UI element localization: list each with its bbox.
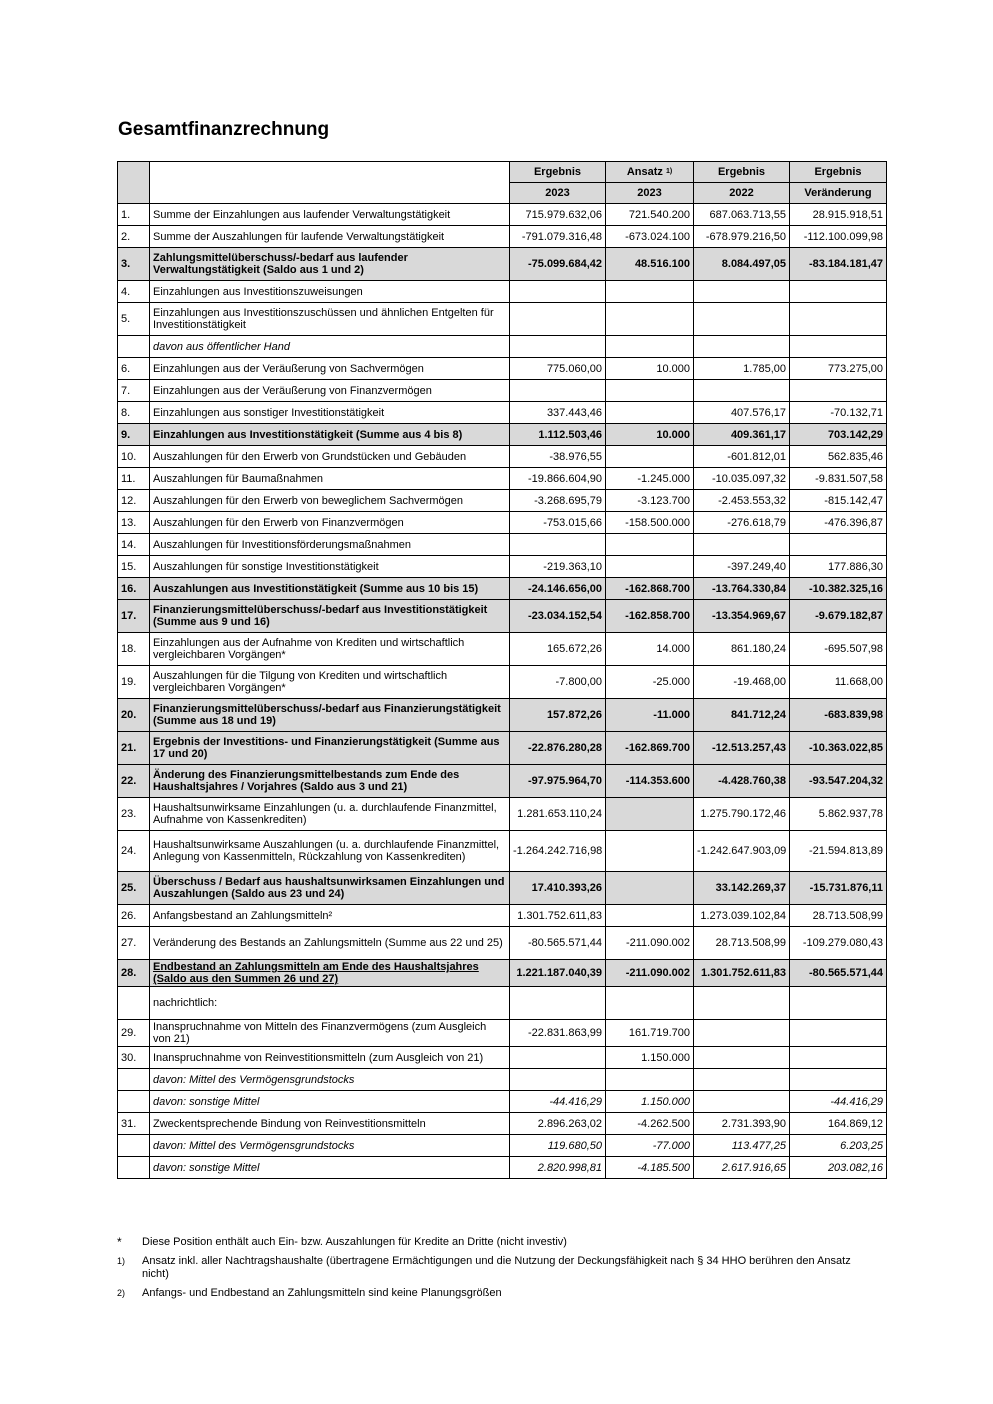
value-cell-col2 — [606, 402, 694, 424]
table-row — [118, 666, 887, 699]
header-row-1 — [118, 162, 887, 183]
row-number: 12. — [118, 490, 150, 512]
value-cell-col2: -114.353.600 — [606, 765, 694, 798]
header-blank-nr — [118, 162, 150, 204]
table-row — [118, 336, 887, 358]
row-number: 16. — [118, 578, 150, 600]
table-row — [118, 600, 887, 633]
row-label: Auszahlungen für die Tilgung von Krediten und wirtschaftlich vergleichbaren Vorgängen* — [150, 666, 510, 699]
value-cell-col2: -1.245.000 — [606, 468, 694, 490]
table-row — [118, 281, 887, 303]
value-cell-col2: -211.090.002 — [606, 927, 694, 960]
row-number — [118, 987, 150, 1020]
value-cell-col4: -21.594.813,89 — [790, 831, 887, 872]
value-cell-col3: 113.477,25 — [694, 1135, 790, 1157]
value-cell-col3: 33.142.269,37 — [694, 872, 790, 905]
value-cell-col3: -276.618,79 — [694, 512, 790, 534]
value-cell-col3 — [694, 281, 790, 303]
row-label: Auszahlungen für sonstige Investitionstätigkeit — [150, 556, 510, 578]
value-cell-col1: 2.896.263,02 — [510, 1113, 606, 1135]
value-cell-col4: -476.396,87 — [790, 512, 887, 534]
value-cell-col4 — [790, 1069, 887, 1091]
table-row — [118, 303, 887, 336]
table-row — [118, 960, 887, 987]
row-label: Einzahlungen aus sonstiger Investitionstätigkeit — [150, 402, 510, 424]
footnote — [117, 1287, 877, 1300]
value-cell-col3: 409.361,17 — [694, 424, 790, 446]
value-cell-col1: 1.112.503,46 — [510, 424, 606, 446]
value-cell-col3: 2.617.916,65 — [694, 1157, 790, 1179]
table-row — [118, 578, 887, 600]
row-label-text: Endbestand an Zahlungsmitteln am Ende des Haushaltsjahres (Saldo aus den Summen 26 und 27) — [153, 961, 479, 985]
value-cell-col1 — [510, 1047, 606, 1069]
value-cell-col2: 48.516.100 — [606, 248, 694, 281]
header-col2-year: 2023 — [606, 183, 694, 204]
value-cell-col3: 861.180,24 — [694, 633, 790, 666]
value-cell-col4: -10.363.022,85 — [790, 732, 887, 765]
value-cell-col4: 28.713.508,99 — [790, 905, 887, 927]
value-cell-col4: 28.915.918,51 — [790, 204, 887, 226]
table-row — [118, 226, 887, 248]
row-label: Anfangsbestand an Zahlungsmitteln² — [150, 905, 510, 927]
row-number: 14. — [118, 534, 150, 556]
row-label: Finanzierungsmittelüberschuss/-bedarf aus Finanzierungstätigkeit (Summe aus 18 und 19) — [150, 699, 510, 732]
value-cell-col4: -9.831.507,58 — [790, 468, 887, 490]
value-cell-col4: -695.507,98 — [790, 633, 887, 666]
value-cell-col4 — [790, 380, 887, 402]
value-cell-col2 — [606, 303, 694, 336]
row-number: 22. — [118, 765, 150, 798]
table-row — [118, 468, 887, 490]
value-cell-col2 — [606, 872, 694, 905]
value-cell-col4: -815.142,47 — [790, 490, 887, 512]
row-number: 17. — [118, 600, 150, 633]
value-cell-col2: 10.000 — [606, 424, 694, 446]
header-col3-title: Ergebnis — [694, 162, 790, 183]
value-cell-col4: -70.132,71 — [790, 402, 887, 424]
header-col1-year: 2023 — [510, 183, 606, 204]
row-number: 1. — [118, 204, 150, 226]
value-cell-col3 — [694, 534, 790, 556]
value-cell-col1 — [510, 380, 606, 402]
table-row — [118, 402, 887, 424]
value-cell-col1: 2.820.998,81 — [510, 1157, 606, 1179]
value-cell-col3: -12.513.257,43 — [694, 732, 790, 765]
table-row — [118, 633, 887, 666]
row-label — [150, 960, 510, 987]
row-number: 15. — [118, 556, 150, 578]
value-cell-col1: -23.034.152,54 — [510, 600, 606, 633]
header-col4-title: Ergebnis — [790, 162, 887, 183]
value-cell-col4 — [790, 534, 887, 556]
value-cell-col4: -83.184.181,47 — [790, 248, 887, 281]
row-number: 13. — [118, 512, 150, 534]
value-cell-col2: -77.000 — [606, 1135, 694, 1157]
table-row — [118, 798, 887, 831]
value-cell-col3: -13.354.969,67 — [694, 600, 790, 633]
value-cell-col2 — [606, 987, 694, 1020]
value-cell-col3: -4.428.760,38 — [694, 765, 790, 798]
value-cell-col4: -93.547.204,32 — [790, 765, 887, 798]
value-cell-col1: -38.976,55 — [510, 446, 606, 468]
table-row — [118, 732, 887, 765]
value-cell-col2 — [606, 380, 694, 402]
row-number — [118, 336, 150, 358]
value-cell-col4: -10.382.325,16 — [790, 578, 887, 600]
row-label: Einzahlungen aus Investitionstätigkeit (Summe aus 4 bis 8) — [150, 424, 510, 446]
value-cell-col2 — [606, 281, 694, 303]
table-row — [118, 872, 887, 905]
row-number: 20. — [118, 699, 150, 732]
value-cell-col4: 164.869,12 — [790, 1113, 887, 1135]
table-row — [118, 1047, 887, 1069]
value-cell-col3: -678.979.216,50 — [694, 226, 790, 248]
row-number: 29. — [118, 1020, 150, 1047]
value-cell-col4 — [790, 987, 887, 1020]
row-label: davon: Mittel des Vermögensgrundstocks — [150, 1069, 510, 1091]
row-number — [118, 1135, 150, 1157]
value-cell-col2 — [606, 556, 694, 578]
row-label: Inanspruchnahme von Mitteln des Finanzvermögens (zum Ausgleich von 21) — [150, 1020, 510, 1047]
value-cell-col3: -13.764.330,84 — [694, 578, 790, 600]
value-cell-col3: 1.273.039.102,84 — [694, 905, 790, 927]
row-number: 3. — [118, 248, 150, 281]
row-number: 25. — [118, 872, 150, 905]
table-row — [118, 424, 887, 446]
row-label: davon: Mittel des Vermögensgrundstocks — [150, 1135, 510, 1157]
value-cell-col2: -211.090.002 — [606, 960, 694, 987]
value-cell-col1: 1.281.653.110,24 — [510, 798, 606, 831]
table-row — [118, 556, 887, 578]
value-cell-col1: 17.410.393,26 — [510, 872, 606, 905]
row-label: davon: sonstige Mittel — [150, 1157, 510, 1179]
row-label: Auszahlungen für den Erwerb von Grundstücken und Gebäuden — [150, 446, 510, 468]
value-cell-col3 — [694, 303, 790, 336]
value-cell-col2: -25.000 — [606, 666, 694, 699]
value-cell-col3: 687.063.713,55 — [694, 204, 790, 226]
value-cell-col1: 1.221.187.040,39 — [510, 960, 606, 987]
value-cell-col4 — [790, 303, 887, 336]
row-number: 4. — [118, 281, 150, 303]
value-cell-col3: -10.035.097,32 — [694, 468, 790, 490]
table-row — [118, 987, 887, 1020]
value-cell-col4: -112.100.099,98 — [790, 226, 887, 248]
table-row — [118, 699, 887, 732]
header-col4-year: Veränderung — [790, 183, 887, 204]
value-cell-col3: 1.785,00 — [694, 358, 790, 380]
value-cell-col4: 11.668,00 — [790, 666, 887, 699]
row-number: 23. — [118, 798, 150, 831]
value-cell-col3: -2.453.553,32 — [694, 490, 790, 512]
footnote-text: Diese Position enthält auch Ein- bzw. Auszahlungen für Kredite an Dritte (nicht investiv) — [142, 1236, 567, 1248]
value-cell-col1: -1.264.242.716,98 — [510, 831, 606, 872]
value-cell-col3: -1.242.647.903,09 — [694, 831, 790, 872]
value-cell-col1: 775.060,00 — [510, 358, 606, 380]
value-cell-col3 — [694, 380, 790, 402]
table-row — [118, 905, 887, 927]
value-cell-col4: -109.279.080,43 — [790, 927, 887, 960]
row-label: Einzahlungen aus Investitionszuweisungen — [150, 281, 510, 303]
row-label: Auszahlungen für den Erwerb von beweglichem Sachvermögen — [150, 490, 510, 512]
value-cell-col2: -162.869.700 — [606, 732, 694, 765]
table-row — [118, 1020, 887, 1047]
value-cell-col4: 6.203,25 — [790, 1135, 887, 1157]
table-row — [118, 1157, 887, 1179]
row-label: Zahlungsmittelüberschuss/-bedarf aus laufender Verwaltungstätigkeit (Saldo aus 1 und 2) — [150, 248, 510, 281]
footnote — [117, 1236, 877, 1249]
value-cell-col2: 1.150.000 — [606, 1047, 694, 1069]
value-cell-col1: -19.866.604,90 — [510, 468, 606, 490]
table-row — [118, 446, 887, 468]
value-cell-col1 — [510, 303, 606, 336]
row-number: 6. — [118, 358, 150, 380]
value-cell-col4 — [790, 336, 887, 358]
footnotes — [117, 1236, 877, 1306]
row-number: 2. — [118, 226, 150, 248]
row-label: Zweckentsprechende Bindung von Reinvestitionsmitteln — [150, 1113, 510, 1135]
value-cell-col2: -673.024.100 — [606, 226, 694, 248]
value-cell-col2 — [606, 798, 694, 831]
row-label: Einzahlungen aus der Aufnahme von Krediten und wirtschaftlich vergleichbaren Vorgängen* — [150, 633, 510, 666]
header-blank-label — [150, 162, 510, 204]
table-row — [118, 534, 887, 556]
row-label: davon aus öffentlicher Hand — [150, 336, 510, 358]
value-cell-col4: 5.862.937,78 — [790, 798, 887, 831]
row-label: Überschuss / Bedarf aus haushaltsunwirksamen Einzahlungen und Auszahlungen (Saldo aus 23 und 24) — [150, 872, 510, 905]
value-cell-col2: 1.150.000 — [606, 1091, 694, 1113]
row-label: Summe der Auszahlungen für laufende Verwaltungstätigkeit — [150, 226, 510, 248]
table-row — [118, 380, 887, 402]
value-cell-col3: 28.713.508,99 — [694, 927, 790, 960]
table-row — [118, 927, 887, 960]
value-cell-col1: -219.363,10 — [510, 556, 606, 578]
value-cell-col4: 203.082,16 — [790, 1157, 887, 1179]
row-label: Einzahlungen aus der Veräußerung von Finanzvermögen — [150, 380, 510, 402]
value-cell-col3: -397.249,40 — [694, 556, 790, 578]
value-cell-col3: 841.712,24 — [694, 699, 790, 732]
row-label: Ergebnis der Investitions- und Finanzierungstätigkeit (Summe aus 17 und 20) — [150, 732, 510, 765]
row-number: 24. — [118, 831, 150, 872]
table-row — [118, 358, 887, 380]
value-cell-col2: -162.868.700 — [606, 578, 694, 600]
row-number: 30. — [118, 1047, 150, 1069]
value-cell-col1: 119.680,50 — [510, 1135, 606, 1157]
row-label: Einzahlungen aus der Veräußerung von Sachvermögen — [150, 358, 510, 380]
value-cell-col4: -44.416,29 — [790, 1091, 887, 1113]
value-cell-col1: -24.146.656,00 — [510, 578, 606, 600]
value-cell-col1 — [510, 1069, 606, 1091]
value-cell-col4: -80.565.571,44 — [790, 960, 887, 987]
footnote-mark: 1) — [117, 1256, 126, 1266]
value-cell-col4: 562.835,46 — [790, 446, 887, 468]
value-cell-col3 — [694, 1069, 790, 1091]
row-label: Summe der Einzahlungen aus laufender Verwaltungstätigkeit — [150, 204, 510, 226]
table-row — [118, 1091, 887, 1113]
table-row — [118, 248, 887, 281]
row-number: 18. — [118, 633, 150, 666]
value-cell-col1: -22.876.280,28 — [510, 732, 606, 765]
value-cell-col2: 721.540.200 — [606, 204, 694, 226]
footnote-text: Ansatz inkl. aller Nachtragshaushalte (übertragene Ermächtigungen und die Nutzung der Deckungsfähigkeit nach § 34 HHO berühren den Ansatz nicht) — [142, 1255, 851, 1280]
value-cell-col1 — [510, 336, 606, 358]
row-number — [118, 1157, 150, 1179]
row-number: 31. — [118, 1113, 150, 1135]
row-label: Auszahlungen für Baumaßnahmen — [150, 468, 510, 490]
value-cell-col2 — [606, 1069, 694, 1091]
value-cell-col1: -80.565.571,44 — [510, 927, 606, 960]
row-label: nachrichtlich: — [150, 987, 510, 1020]
value-cell-col3 — [694, 1091, 790, 1113]
value-cell-col3 — [694, 1020, 790, 1047]
value-cell-col2: 10.000 — [606, 358, 694, 380]
value-cell-col2: -3.123.700 — [606, 490, 694, 512]
footnote-mark: 2) — [117, 1288, 126, 1298]
row-label: Finanzierungsmittelüberschuss/-bedarf aus Investitionstätigkeit (Summe aus 9 und 16) — [150, 600, 510, 633]
value-cell-col1: -22.831.863,99 — [510, 1020, 606, 1047]
value-cell-col2 — [606, 831, 694, 872]
row-label: Veränderung des Bestands an Zahlungsmitteln (Summe aus 22 und 25) — [150, 927, 510, 960]
row-number — [118, 1069, 150, 1091]
value-cell-col1: -44.416,29 — [510, 1091, 606, 1113]
value-cell-col1: -97.975.964,70 — [510, 765, 606, 798]
value-cell-col2: 161.719.700 — [606, 1020, 694, 1047]
value-cell-col1: 165.672,26 — [510, 633, 606, 666]
value-cell-col1: 337.443,46 — [510, 402, 606, 424]
row-label: Haushaltsunwirksame Einzahlungen (u. a. durchlaufende Finanzmittel, Aufnahme von Kassenkrediten) — [150, 798, 510, 831]
row-label: Auszahlungen für den Erwerb von Finanzvermögen — [150, 512, 510, 534]
value-cell-col2 — [606, 336, 694, 358]
row-number: 8. — [118, 402, 150, 424]
value-cell-col3: 8.084.497,05 — [694, 248, 790, 281]
value-cell-col1 — [510, 281, 606, 303]
table-row — [118, 490, 887, 512]
table-row — [118, 204, 887, 226]
value-cell-col4 — [790, 281, 887, 303]
row-number: 19. — [118, 666, 150, 699]
value-cell-col3 — [694, 336, 790, 358]
value-cell-col3: 1.301.752.611,83 — [694, 960, 790, 987]
value-cell-col2: -11.000 — [606, 699, 694, 732]
financial-table — [117, 161, 887, 1179]
value-cell-col1: -3.268.695,79 — [510, 490, 606, 512]
row-label: Auszahlungen aus Investitionstätigkeit (Summe aus 10 bis 15) — [150, 578, 510, 600]
row-number: 5. — [118, 303, 150, 336]
row-number: 28. — [118, 960, 150, 987]
page-title: Gesamtfinanzrechnung — [118, 119, 330, 140]
value-cell-col1: -753.015,66 — [510, 512, 606, 534]
value-cell-col2 — [606, 534, 694, 556]
value-cell-col4: 703.142,29 — [790, 424, 887, 446]
value-cell-col4 — [790, 1020, 887, 1047]
header-col3-year: 2022 — [694, 183, 790, 204]
row-number: 7. — [118, 380, 150, 402]
value-cell-col3: 1.275.790.172,46 — [694, 798, 790, 831]
row-number: 10. — [118, 446, 150, 468]
table-row — [118, 1069, 887, 1091]
value-cell-col2: -4.185.500 — [606, 1157, 694, 1179]
value-cell-col2: 14.000 — [606, 633, 694, 666]
row-number: 9. — [118, 424, 150, 446]
value-cell-col1: 715.979.632,06 — [510, 204, 606, 226]
table-row — [118, 1135, 887, 1157]
row-label: Änderung des Finanzierungsmittelbestands zum Ende des Haushaltsjahres / Vorjahres (Saldo aus 3 und 21) — [150, 765, 510, 798]
row-number: 27. — [118, 927, 150, 960]
row-number — [118, 1091, 150, 1113]
value-cell-col1: 1.301.752.611,83 — [510, 905, 606, 927]
value-cell-col3 — [694, 987, 790, 1020]
row-label: Auszahlungen für Investitionsförderungsmaßnahmen — [150, 534, 510, 556]
footnote — [117, 1255, 877, 1281]
row-label: Haushaltsunwirksame Auszahlungen (u. a. durchlaufende Finanzmittel, Anlegung von Kassenmitteln, Rückzahlung von Kassenkrediten) — [150, 831, 510, 872]
value-cell-col3: -601.812,01 — [694, 446, 790, 468]
value-cell-col2 — [606, 446, 694, 468]
value-cell-col4: -9.679.182,87 — [790, 600, 887, 633]
value-cell-col1 — [510, 987, 606, 1020]
value-cell-col1: 157.872,26 — [510, 699, 606, 732]
table-row — [118, 512, 887, 534]
value-cell-col1: -75.099.684,42 — [510, 248, 606, 281]
footnote-text: Anfangs- und Endbestand an Zahlungsmitteln sind keine Planungsgrößen — [142, 1287, 502, 1299]
table-row — [118, 765, 887, 798]
header-col1-title: Ergebnis — [510, 162, 606, 183]
value-cell-col1 — [510, 534, 606, 556]
row-label: davon: sonstige Mittel — [150, 1091, 510, 1113]
table-row — [118, 1113, 887, 1135]
row-number: 21. — [118, 732, 150, 765]
value-cell-col2: -158.500.000 — [606, 512, 694, 534]
value-cell-col2 — [606, 905, 694, 927]
row-number: 26. — [118, 905, 150, 927]
value-cell-col3: 2.731.393,90 — [694, 1113, 790, 1135]
value-cell-col2: -4.262.500 — [606, 1113, 694, 1135]
row-label: Einzahlungen aus Investitionszuschüssen und ähnlichen Entgelten für Investitionstätigkeit — [150, 303, 510, 336]
row-label: Inanspruchnahme von Reinvestitionsmitteln (zum Ausgleich von 21) — [150, 1047, 510, 1069]
value-cell-col4: -683.839,98 — [790, 699, 887, 732]
value-cell-col2: -162.858.700 — [606, 600, 694, 633]
value-cell-col3: 407.576,17 — [694, 402, 790, 424]
value-cell-col4: 773.275,00 — [790, 358, 887, 380]
row-number: 11. — [118, 468, 150, 490]
value-cell-col1: -791.079.316,48 — [510, 226, 606, 248]
value-cell-col3: -19.468,00 — [694, 666, 790, 699]
header-col2-title: Ansatz $^{1)}$ — [606, 162, 694, 183]
value-cell-col4 — [790, 1047, 887, 1069]
value-cell-col4: -15.731.876,11 — [790, 872, 887, 905]
footnote-mark: * — [117, 1235, 122, 1249]
table-row — [118, 831, 887, 872]
value-cell-col4: 177.886,30 — [790, 556, 887, 578]
value-cell-col1: -7.800,00 — [510, 666, 606, 699]
value-cell-col3 — [694, 1047, 790, 1069]
